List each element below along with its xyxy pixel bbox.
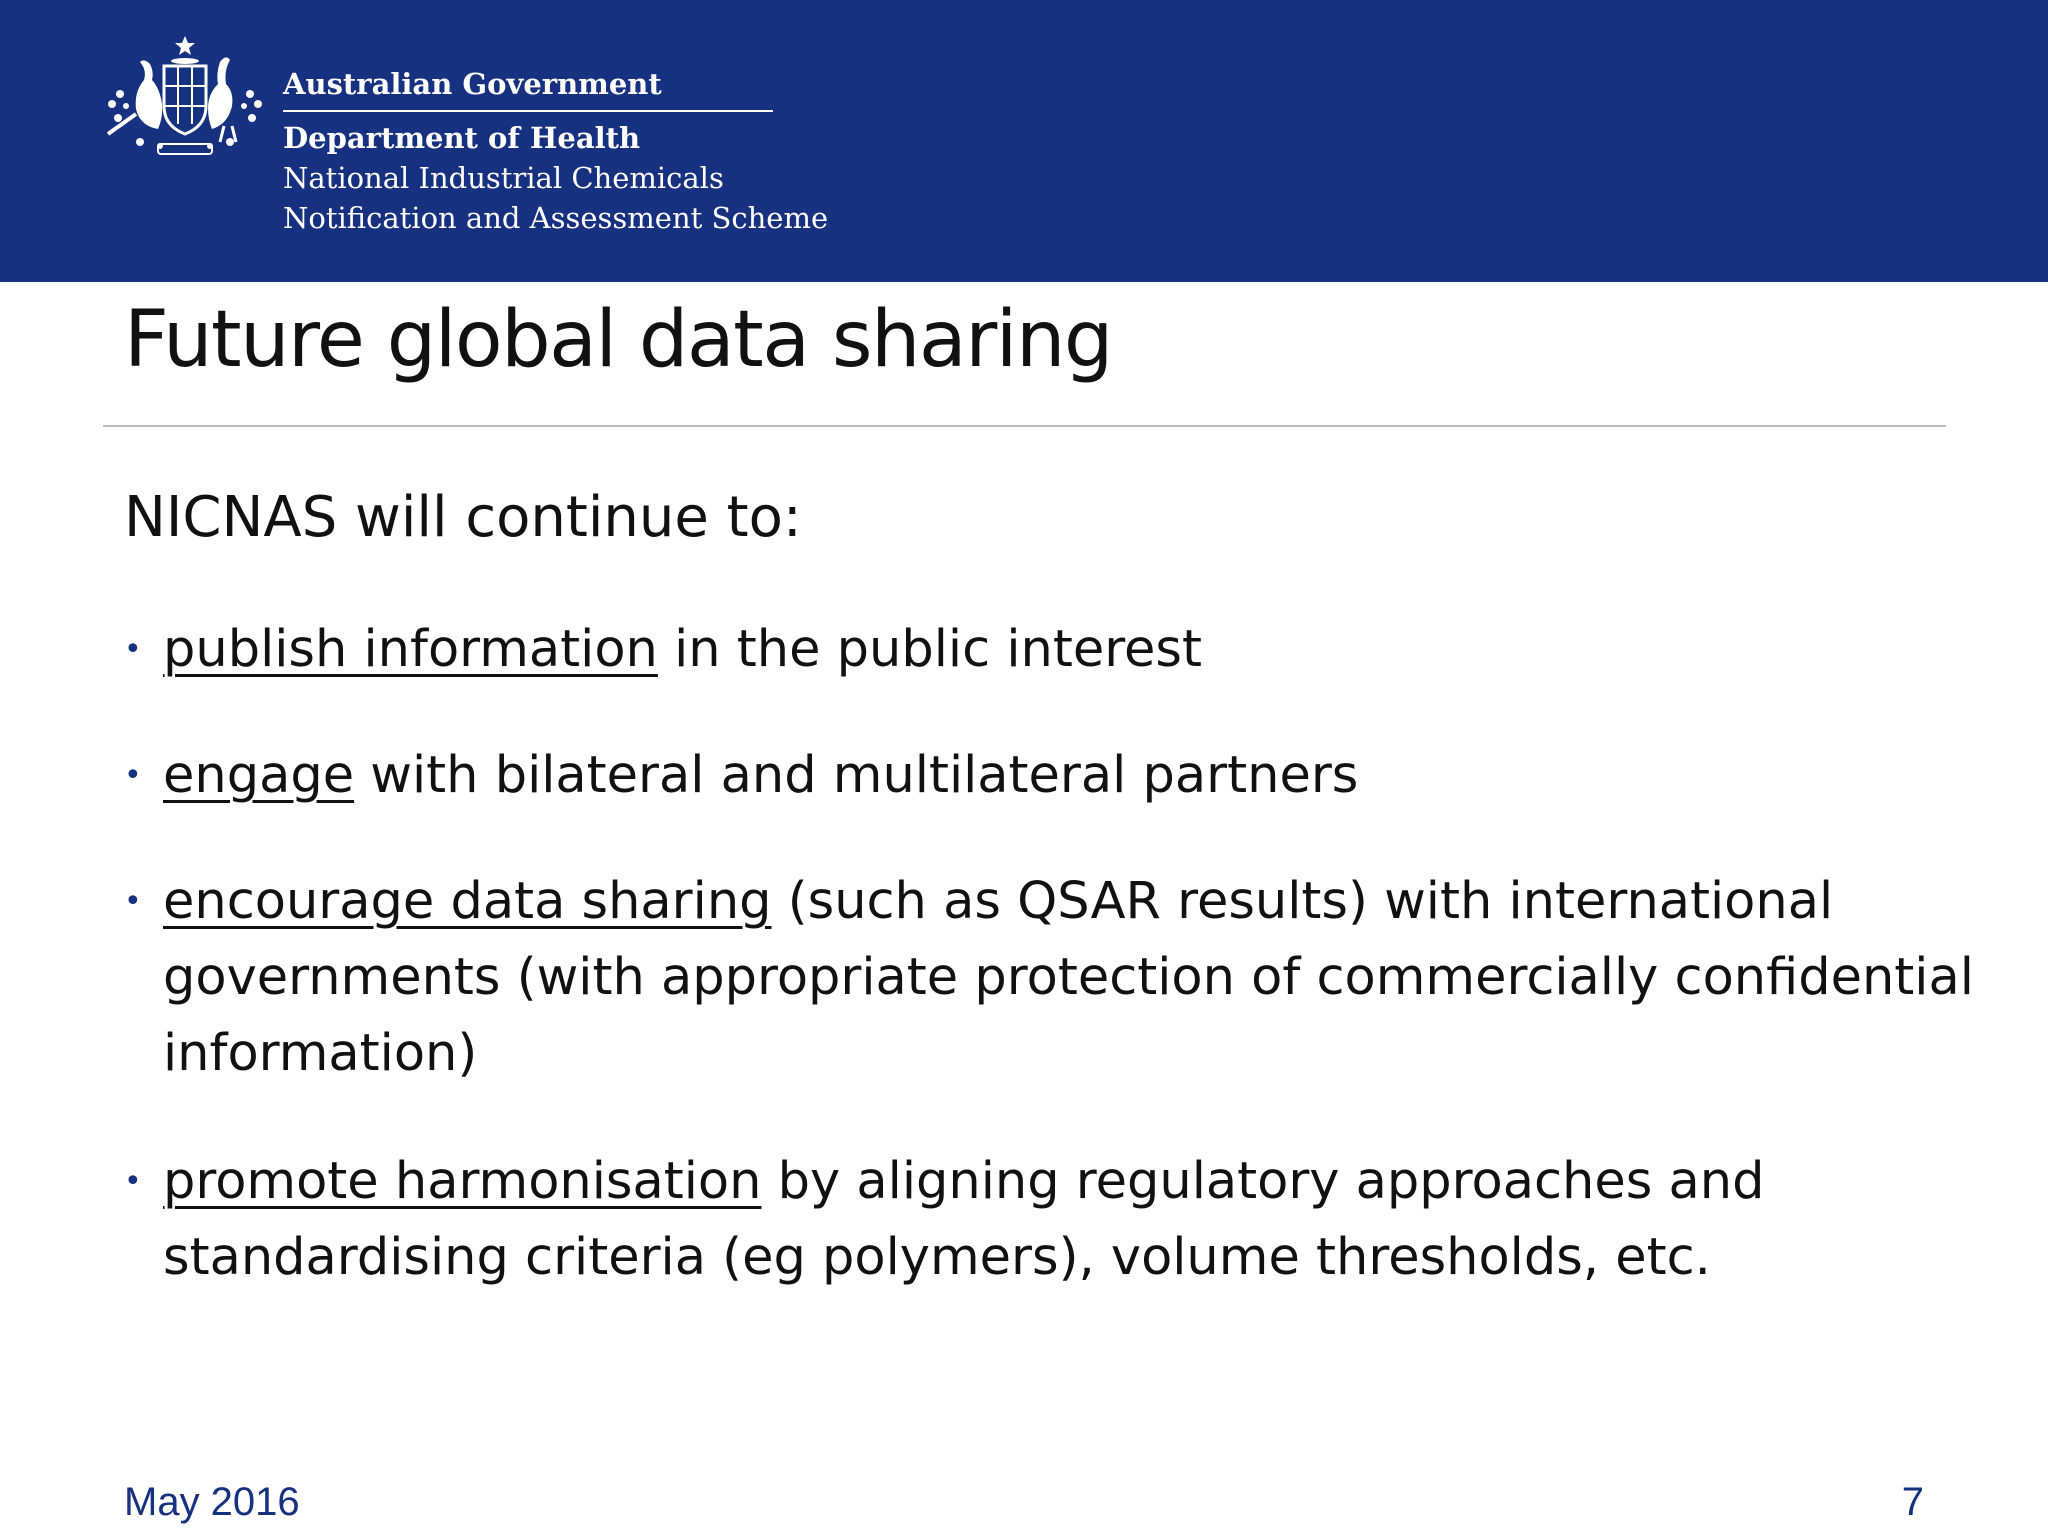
page-number: 7 [1901, 1480, 1924, 1524]
intro-text: NICNAS will continue to: [124, 485, 802, 550]
footer-date: May 2016 [124, 1480, 300, 1524]
government-name: Australian Government [283, 67, 662, 101]
bullet-text: in the public interest [657, 620, 1203, 679]
bullet-key-phrase: engage [163, 746, 355, 805]
list-item [124, 738, 2004, 814]
header-band [0, 0, 2048, 282]
commonwealth-coat-of-arms-icon [100, 34, 270, 164]
slide-title: Future global data sharing [124, 295, 1112, 385]
bullet-icon [124, 1144, 142, 1220]
department-name: Department of Health [283, 121, 641, 155]
bullet-list [124, 612, 2004, 1346]
government-identity [283, 62, 829, 238]
list-item [124, 864, 2004, 1092]
bullet-text: (such as QSAR results) with international governments (with appropriate protection of commercially confidential information) [163, 872, 1974, 1083]
list-item [124, 1144, 2004, 1296]
agency-name-line-2: Notification and Assessment Scheme [283, 201, 829, 235]
bullet-icon [124, 864, 142, 940]
list-item [124, 612, 2004, 688]
bullet-text: by aligning regulatory approaches and standardising criteria (eg polymers), volume thresholds, etc. [163, 1152, 1765, 1287]
bullet-key-phrase: publish information [163, 620, 658, 679]
bullet-icon [124, 738, 142, 814]
bullet-key-phrase: encourage data sharing [163, 872, 772, 931]
header-divider [283, 110, 773, 112]
bullet-text: with bilateral and multilateral partners [354, 746, 1359, 805]
bullet-key-phrase: promote harmonisation [163, 1152, 762, 1211]
agency-name-line-1: National Industrial Chemicals [283, 161, 724, 195]
bullet-icon [124, 612, 142, 688]
title-divider [103, 425, 1946, 427]
